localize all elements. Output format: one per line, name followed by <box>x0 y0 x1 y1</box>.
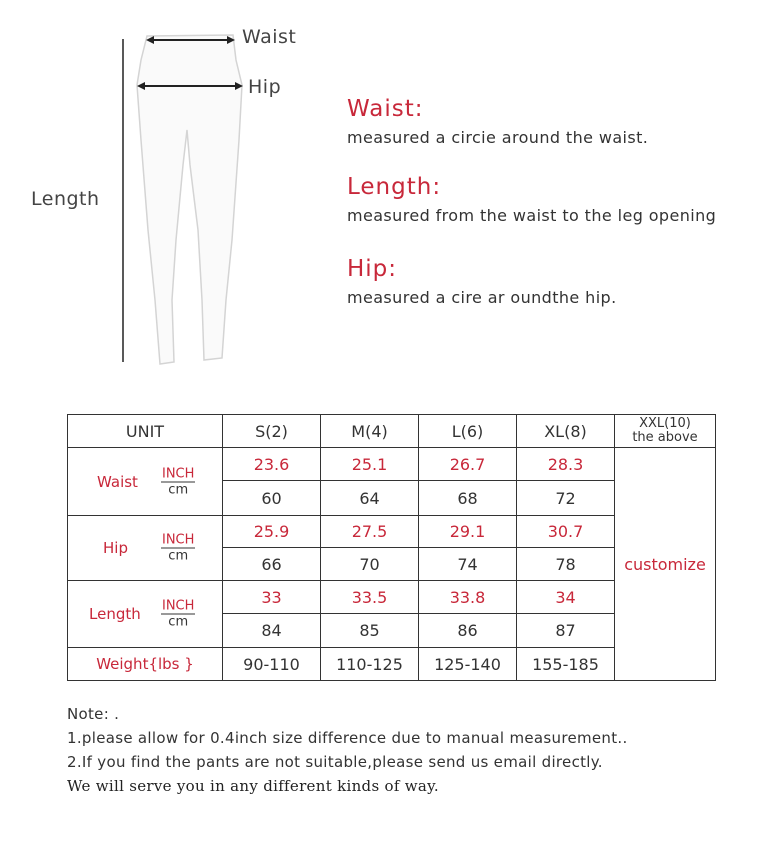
unit-inch: INCH <box>162 466 195 481</box>
table-cell: 70 <box>321 548 419 581</box>
waist-label: Waist <box>242 26 297 48</box>
unit-inch: INCH <box>162 598 195 614</box>
table-cell: 74 <box>419 548 517 581</box>
xxl-customize-cell: customize <box>615 448 716 681</box>
hip-label: Hip <box>248 76 282 98</box>
table-cell: 64 <box>321 481 419 516</box>
definition-title: Waist: <box>347 96 424 122</box>
unit-fraction <box>161 599 195 630</box>
size-header: L(6) <box>419 415 517 448</box>
note-line-3: We will serve you in any different kinds of way. <box>67 777 439 795</box>
notes-section <box>67 702 628 798</box>
table-cell: 23.6 <box>223 448 321 481</box>
notes-heading: Note: . <box>67 705 120 723</box>
table-cell: 155-185 <box>517 648 615 681</box>
table-cell: 25.1 <box>321 448 419 481</box>
table-cell: 85 <box>321 614 419 648</box>
xxl-header-line2: the above <box>632 430 698 445</box>
table-cell: 30.7 <box>517 516 615 548</box>
length-label: Length <box>31 188 100 210</box>
table-cell: 34 <box>517 581 615 614</box>
row-label-waist <box>68 448 223 516</box>
table-cell: 60 <box>223 481 321 516</box>
table-cell: 25.9 <box>223 516 321 548</box>
table-cell: 33.8 <box>419 581 517 614</box>
row-name: Length <box>89 605 141 623</box>
definition-text: measured a circie around the waist. <box>347 128 649 147</box>
table-cell: 87 <box>517 614 615 648</box>
xxl-header <box>615 415 716 448</box>
table-cell: 90-110 <box>223 648 321 681</box>
definition-title: Length: <box>347 174 442 200</box>
table-cell: 28.3 <box>517 448 615 481</box>
definition-hip <box>347 256 617 307</box>
size-header: S(2) <box>223 415 321 448</box>
definition-length <box>347 174 716 225</box>
row-name: Hip <box>103 539 128 557</box>
definition-text: measured from the waist to the leg opening <box>347 206 717 225</box>
table-cell: 26.7 <box>419 448 517 481</box>
table-cell: 84 <box>223 614 321 648</box>
row-name: Waist <box>97 472 138 491</box>
row-label-length <box>68 581 223 648</box>
definition-text: measured a cire ar oundthe hip. <box>347 288 617 307</box>
table-cell: 29.1 <box>419 516 517 548</box>
table-cell: 72 <box>517 481 615 516</box>
size-header: M(4) <box>321 415 419 448</box>
unit-inch: INCH <box>162 532 195 548</box>
definition-waist <box>347 96 648 147</box>
unit-cm: cm <box>168 482 189 497</box>
unit-fraction <box>161 533 195 564</box>
table-cell: 78 <box>517 548 615 581</box>
note-line-2: 2.If you find the pants are not suitable,please send us email directly. <box>67 753 603 771</box>
size-header: XL(8) <box>517 415 615 448</box>
unit-fraction <box>161 466 195 497</box>
definition-title: Hip: <box>347 256 398 282</box>
table-row <box>68 448 716 481</box>
unit-header: UNIT <box>68 415 223 448</box>
table-cell: 33 <box>223 581 321 614</box>
row-label-weight: Weight{lbs } <box>68 648 223 681</box>
table-cell: 27.5 <box>321 516 419 548</box>
table-cell: 86 <box>419 614 517 648</box>
leggings-diagram <box>0 0 340 380</box>
size-chart-table <box>67 414 716 681</box>
table-cell: 33.5 <box>321 581 419 614</box>
table-cell: 110-125 <box>321 648 419 681</box>
table-cell: 68 <box>419 481 517 516</box>
table-header-row <box>68 415 716 448</box>
note-line-1: 1.please allow for 0.4inch size difference due to manual measurement.. <box>67 729 628 747</box>
row-label-hip <box>68 516 223 581</box>
table-cell: 66 <box>223 548 321 581</box>
xxl-header-line1: XXL(10) <box>639 416 691 431</box>
table-cell: 125-140 <box>419 648 517 681</box>
unit-cm: cm <box>168 548 189 564</box>
unit-cm: cm <box>168 614 189 630</box>
